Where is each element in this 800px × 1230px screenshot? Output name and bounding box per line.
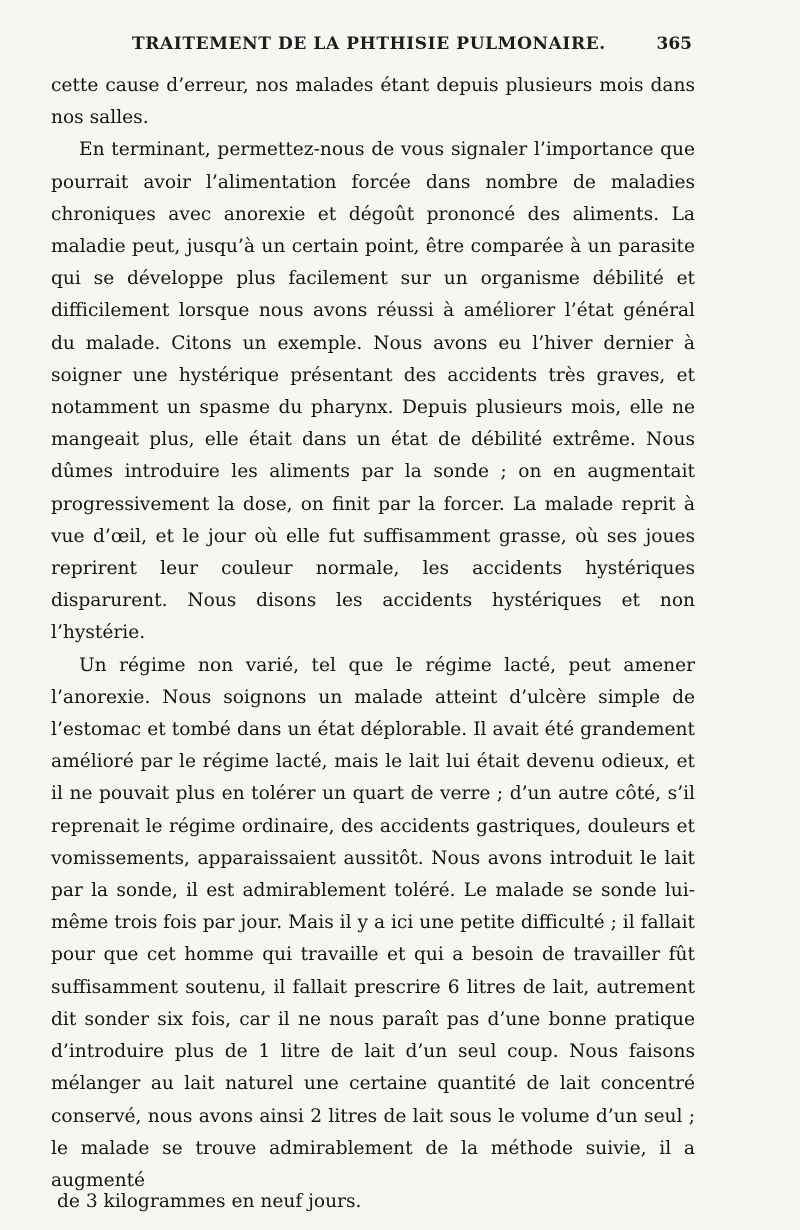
page-number: 365 — [656, 34, 692, 54]
paragraph: cette cause d’erreur, nos malades étant depuis plusieurs mois dans nos salles. — [51, 75, 695, 129]
paragraph: Un régime non varié, tel que le régime lacté, peut amener l’anorexie. Nous soignons un malade atteint d’ulcère simple de l’estomac et tombé dans un état déplorable. Il avait été grandement amélioré par le régime lacté, mais le lait lui était devenu odieux, et il ne pouvait plus en tolérer un quart de verre ; d’un autre côté, s’il reprenait le régime ordinaire, des accidents gastriques, douleurs et vomissements, apparaissaient aussitôt. Nous avons introduit le lait par la sonde, il est admirablement toléré. Le malade se sonde lui-même trois fois par jour. Mais il y a ici une petite difficulté ; il fallait pour que cet homme qui travaille et qui a besoin de travailler fût suffisamment soutenu, il fallait prescrire 6 litres de lait, autrement dit sonder six fois, car il ne nous paraît pas d’une bonne pratique d’introduire plus de 1 litre de lait d’un seul coup. Nous faisons mélanger au lait naturel une certaine quantité de lait concentré conservé, nous avons ainsi 2 litres de lait sous le volume d’un seul ; le malade se trouve admirablement de la méthode suivie, il a augmenté — [51, 654, 695, 1191]
page-header — [132, 34, 692, 60]
paragraph: En terminant, permettez-nous de vous signaler l’importance que pourrait avoir l’alimentation forcée dans nombre de maladies chroniques avec anorexie et dégoût prononcé des aliments. La maladie peut, jusqu’à un certain point, être comparée à un parasite qui se développe plus facilement sur un organisme débilité et difficilement lorsque nous avons réussi à améliorer l’état général du malade. Citons un exemple. Nous avons eu l’hiver dernier à soigner une hystérique présentant des accidents très graves, et notamment un spasme du pharynx. Depuis plusieurs mois, elle ne mangeait plus, elle était dans un état de débilité extrême. Nous dûmes introduire les aliments par la sonde ; on en augmentait progressivement la dose, on finit par la forcer. La malade reprit à vue d’œil, et le jour où elle fut suffisamment grasse, où ses joues reprirent leur couleur normale, les accidents hystériques disparurent. Nous disons les accidents hystériques et non l’hystérie. — [51, 139, 695, 644]
last-line: de 3 kilogrammes en neuf jours. — [57, 1191, 362, 1212]
body-text — [51, 70, 695, 1197]
running-head: TRAITEMENT DE LA PHTHISIE PULMONAIRE. — [132, 34, 606, 54]
